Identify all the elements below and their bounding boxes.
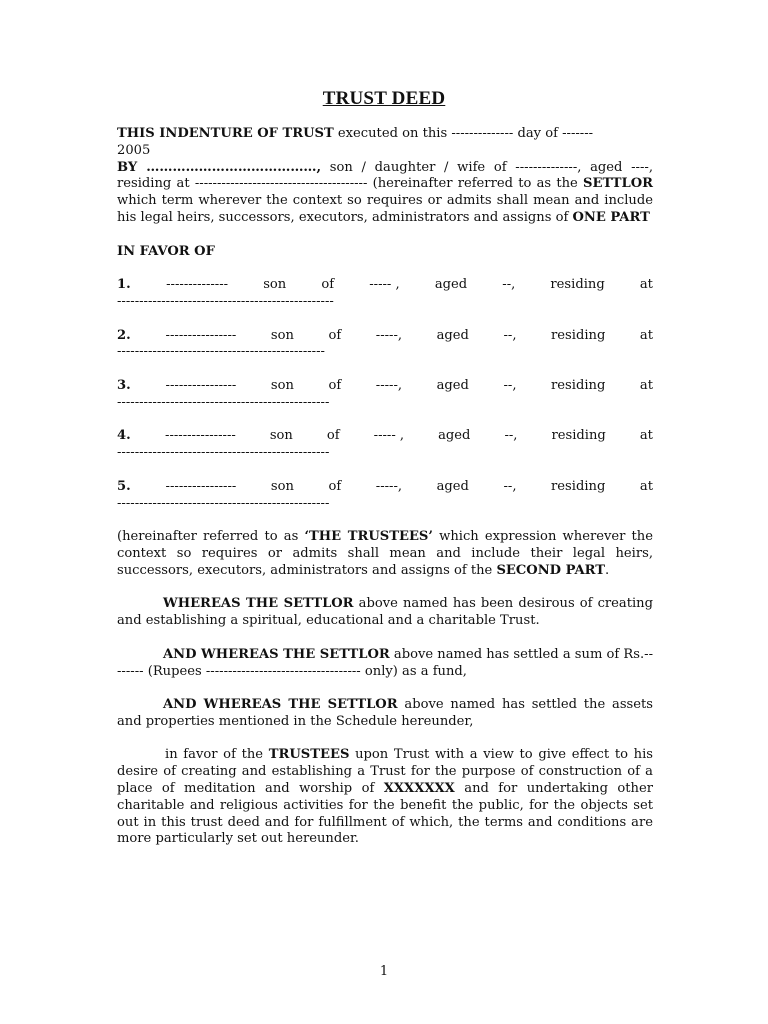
trustee-address-blank: ------------------------------------------------ (117, 445, 330, 461)
trustee-age-blank: --, (504, 428, 518, 444)
trustee-entry (117, 428, 653, 462)
trustee-residing: residing (551, 327, 606, 343)
trustee-aged: aged (434, 277, 468, 293)
trustee-at: at (639, 327, 653, 343)
trustee-parent-blank: -----, (375, 327, 403, 343)
favor-text: in favor of the (165, 747, 269, 763)
indenture-heading: THIS INDENTURE OF TRUST (117, 126, 334, 141)
trustee-of: of (328, 377, 342, 393)
trustee-number: 2. (117, 327, 131, 343)
trustees-term-2: TRUSTEES (268, 747, 350, 763)
trustee-name-blank: -------------- (166, 277, 229, 293)
trustee-age-blank: --, (503, 377, 517, 393)
whereas-heading-3: AND WHEREAS THE SETTLOR (163, 697, 398, 713)
trustee-age-blank: --, (503, 327, 517, 343)
trustees-definition-text-2: which expression wherever the context so requires or admits shall mean and include their legal heirs, successors, executors, administrators and assigns of the (117, 529, 653, 578)
trustee-address-blank: ------------------------------------------------- (117, 293, 334, 309)
trustee-of: of (328, 327, 342, 343)
favor-paragraph (117, 747, 653, 848)
in-favor-heading: IN FAVOR OF (117, 243, 215, 259)
trustee-entry (117, 378, 653, 412)
trustee-age-blank: --, (503, 478, 517, 494)
trustee-name-blank: ---------------- (165, 428, 236, 444)
trustee-name-blank: ---------------- (165, 478, 237, 494)
trustees-definition-end: . (605, 562, 610, 578)
favor-text-3: and for undertaking other charitable and religious activities for the benefit the public, for the objects set out in this trust deed and for fulfillment of which, the terms and conditions are more particularly set out hereunder. (117, 781, 653, 847)
trustee-number: 4. (117, 428, 131, 444)
settlor-name-blank: …………………………………, (137, 159, 322, 175)
trustee-son: son (270, 377, 294, 393)
whereas-paragraph-3 (117, 697, 653, 731)
trustee-at: at (639, 377, 653, 393)
relation-text: son / daughter / wife of --------------, aged ----, (321, 159, 653, 175)
whereas-heading-1: WHEREAS THE SETTLOR (163, 596, 354, 612)
whereas-paragraph-1 (117, 596, 653, 630)
trustee-address-blank: ------------------------------------------------ (117, 394, 330, 410)
indenture-paragraph (117, 126, 653, 227)
trustee-at: at (639, 478, 653, 494)
trustees-term: ‘THE TRUSTEES’ (304, 529, 433, 545)
trustee-son: son (269, 428, 293, 444)
trustee-parent-blank: -----, (375, 377, 403, 393)
deity-placeholder: XXXXXXX (383, 781, 455, 797)
trustee-residing: residing (551, 478, 606, 494)
trustee-aged: aged (436, 377, 469, 393)
trustee-name-blank: ---------------- (165, 327, 237, 343)
trustee-list (117, 277, 653, 512)
trustee-son: son (270, 478, 294, 494)
settlor-definition: which term wherever the context so requires or admits shall mean and include his legal heirs, successors, executors, administrators and assigns of (117, 193, 653, 225)
document-body (117, 126, 653, 848)
trustee-entry (117, 277, 653, 311)
trustee-aged: aged (436, 327, 469, 343)
document-title: TRUST DEED (322, 88, 446, 109)
indenture-year: 2005 (117, 142, 151, 158)
whereas-text-2: above named has settled a sum of Rs.-------- (Rupees ----------------------------------- only) as a fund, (117, 646, 654, 679)
trustee-address-blank: ----------------------------------------------- (117, 344, 325, 360)
second-part-term: SECOND PART (496, 562, 606, 578)
trustees-definition-paragraph (117, 529, 653, 579)
trustee-entry (117, 328, 653, 362)
trustee-age-blank: --, (502, 277, 516, 293)
settlor-term: SETTLOR (583, 176, 653, 192)
trustee-number: 1. (117, 277, 131, 293)
residing-text: residing at --------------------------------------- (hereinafter referred to as the (117, 176, 578, 192)
by-label: BY (117, 159, 138, 175)
trustee-number: 5. (117, 478, 131, 494)
whereas-heading-2: AND WHEREAS THE SETTLOR (163, 646, 390, 662)
trustee-aged: aged (438, 428, 471, 444)
trustee-parent-blank: ----- , (369, 277, 400, 293)
whereas-text-1: above named has been desirous of creating and establishing a spiritual, educational and a charitable Trust. (117, 596, 653, 629)
trustee-of: of (326, 428, 340, 444)
trustee-at: at (639, 277, 653, 293)
page-number: 1 (379, 964, 389, 979)
one-part-term: ONE PART (572, 209, 650, 225)
indenture-date-text: executed on this -------------- day of ------- (333, 126, 594, 141)
trustee-son: son (270, 327, 294, 343)
trustees-definition-text: (hereinafter referred to as (117, 529, 305, 545)
trustee-address-blank: ------------------------------------------------ (117, 495, 330, 511)
trustee-son: son (263, 277, 287, 293)
whereas-paragraph-2 (117, 647, 653, 681)
trustee-aged: aged (436, 478, 469, 494)
trustee-residing: residing (550, 277, 605, 293)
whereas-text-3: above named has settled the assets and properties mentioned in the Schedule hereunder, (117, 697, 653, 729)
favor-text-2: upon Trust with a view to give effect to his desire of creating and establishing a Trust for the purpose of construction of a place of meditation and worship of (117, 747, 653, 797)
trustee-residing: residing (551, 428, 606, 444)
trustee-number: 3. (117, 377, 131, 393)
trustee-of: of (328, 478, 342, 494)
trustee-entry (117, 479, 653, 513)
trustee-name-blank: ---------------- (165, 377, 237, 393)
trustee-parent-blank: -----, (375, 478, 403, 494)
trustee-at: at (639, 428, 653, 444)
trustee-of: of (321, 277, 335, 293)
trustee-residing: residing (551, 377, 606, 393)
trustee-parent-blank: ----- , (373, 428, 405, 444)
